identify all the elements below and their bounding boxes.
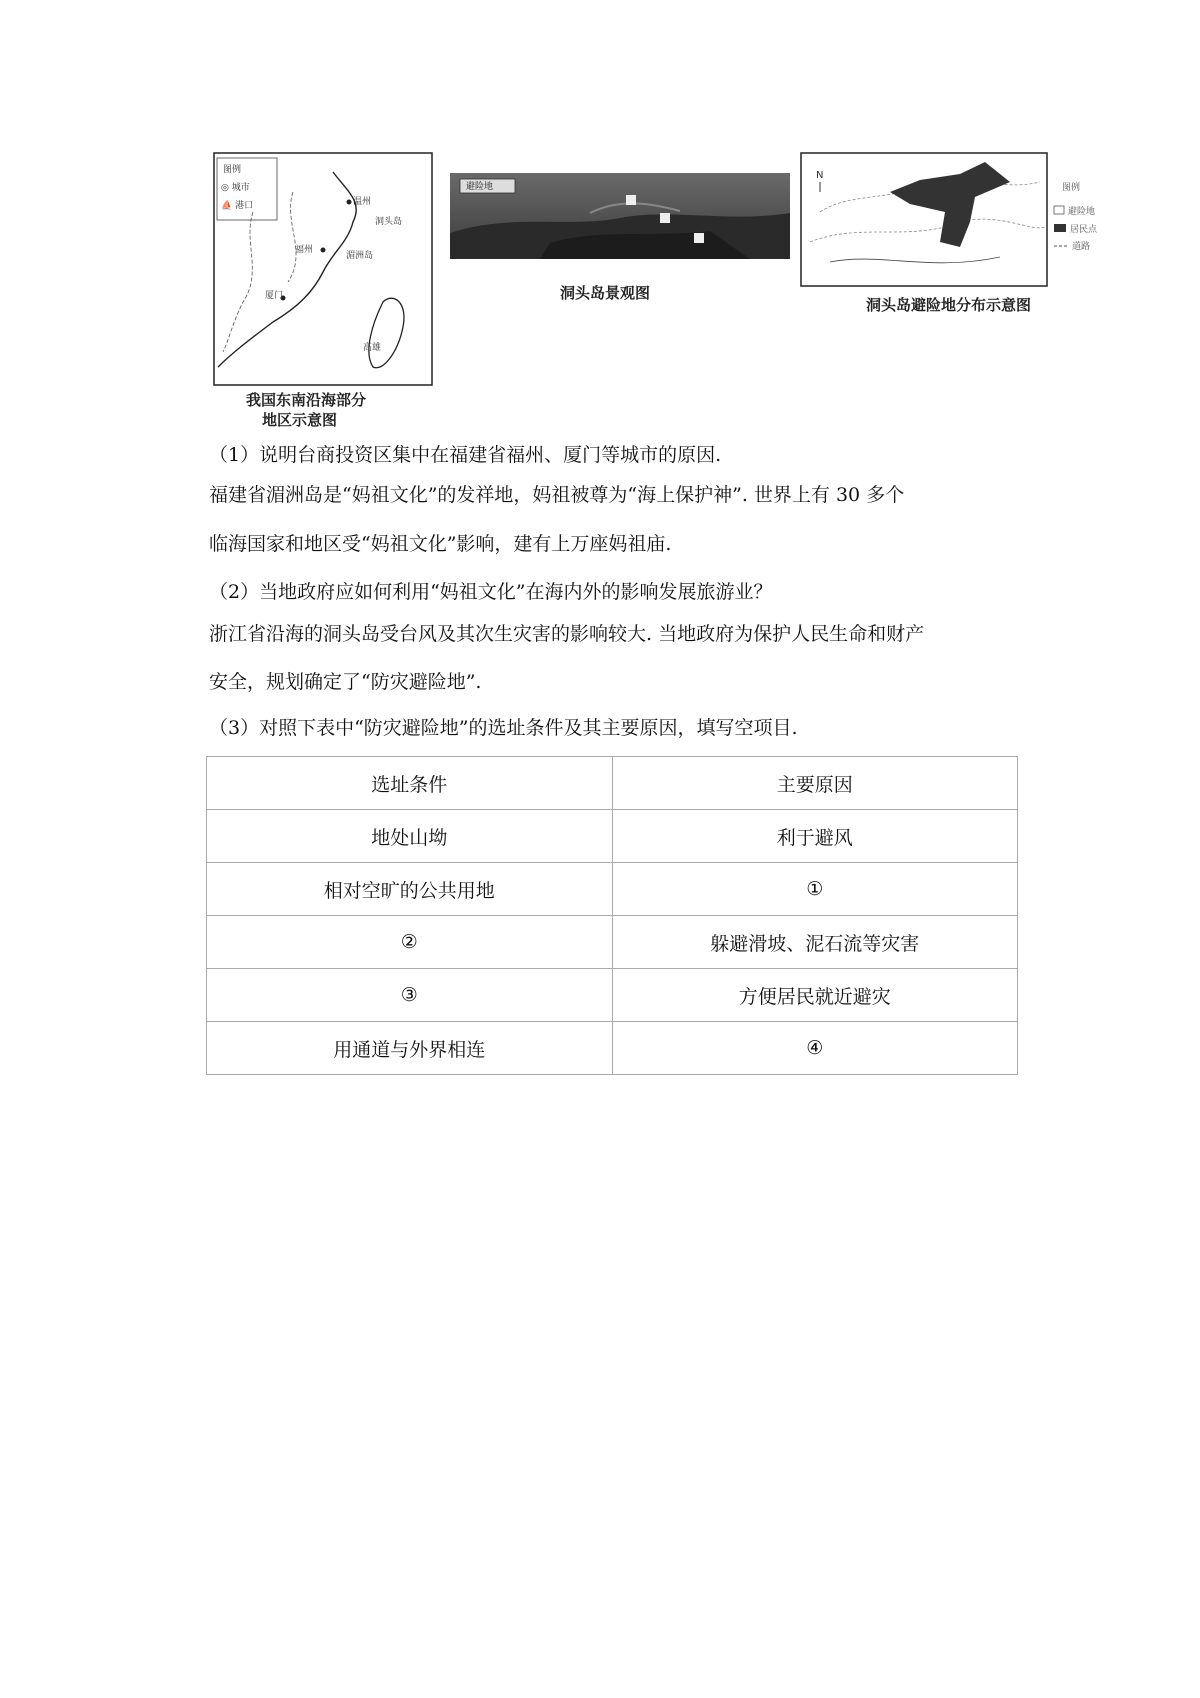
question-3: （3）对照下表中“防灾避险地”的选址条件及其主要原因，填写空项目. — [209, 717, 798, 739]
map1-legend-port: ⛵ 港口 — [221, 201, 254, 211]
label-xiamen: 厦门 — [265, 291, 284, 301]
map3-legend-road: 道路 — [1072, 242, 1091, 252]
label-meizhou: 湄洲岛 — [346, 251, 374, 261]
table-cell: 地处山坳 — [207, 810, 613, 863]
table-row — [207, 969, 1018, 1022]
map1-legend-title: 图例 — [223, 165, 242, 175]
map1-caption-line1: 我国东南沿海部分 — [246, 391, 367, 409]
label-dongtou: 洞头岛 — [375, 217, 403, 227]
southeast-coast-map — [213, 152, 433, 386]
north-arrow-label: N — [816, 170, 824, 181]
table-row — [207, 810, 1018, 863]
map3-legend-title: 图例 — [1062, 183, 1081, 193]
paragraph-2-line-2: 安全，规划确定了“防灾避险地”. — [209, 671, 482, 693]
map3-caption: 洞头岛避险地分布示意图 — [866, 296, 1032, 314]
table-cell: ③ — [207, 969, 613, 1022]
label-wenzhou: 温州 — [353, 197, 372, 207]
table-row — [207, 1022, 1018, 1075]
dongtou-landscape-photo — [450, 173, 790, 259]
question-2: （2）当地政府应如何利用“妈祖文化”在海内外的影响发展旅游业？ — [209, 581, 773, 603]
photo-tag: 避险地 — [466, 182, 494, 192]
table-cell: 躲避滑坡、泥石流等灾害 — [612, 916, 1018, 969]
map3-legend-refuge: 避险地 — [1068, 207, 1096, 217]
table-header-cell: 主要原因 — [612, 757, 1018, 810]
map1-legend-city: ◎ 城市 — [221, 183, 250, 193]
paragraph-1-line-1: 福建省湄洲岛是“妈祖文化”的发祥地，妈祖被尊为“海上保护神”. 世界上有 30 多个 — [209, 484, 905, 506]
table-cell: 方便居民就近避灾 — [612, 969, 1018, 1022]
refuge-distribution-map — [800, 152, 1100, 287]
question-1: （1）说明台商投资区集中在福建省福州、厦门等城市的原因. — [209, 444, 722, 466]
label-kaohsiung: 高雄 — [363, 343, 382, 353]
table-row — [207, 863, 1018, 916]
paragraph-2-line-1: 浙江省沿海的洞头岛受台风及其次生灾害的影响较大. 当地政府为保护人民生命和财产 — [209, 623, 925, 645]
table-cell: 利于避风 — [612, 810, 1018, 863]
table-cell: ① — [612, 863, 1018, 916]
table-cell: ② — [207, 916, 613, 969]
table-cell: 相对空旷的公共用地 — [207, 863, 613, 916]
site-selection-table — [206, 756, 1018, 1075]
photo-caption: 洞头岛景观图 — [560, 284, 651, 302]
map3-legend-settlement: 居民点 — [1070, 225, 1098, 235]
table-cell: 用通道与外界相连 — [207, 1022, 613, 1075]
label-fuzhou: 福州 — [295, 245, 314, 255]
table-header-row — [207, 757, 1018, 810]
paragraph-1-line-2: 临海国家和地区受“妈祖文化”影响，建有上万座妈祖庙. — [209, 533, 672, 555]
table-header-cell: 选址条件 — [207, 757, 613, 810]
map1-caption-line2: 地区示意图 — [262, 411, 338, 429]
table-row — [207, 916, 1018, 969]
table-cell: ④ — [612, 1022, 1018, 1075]
